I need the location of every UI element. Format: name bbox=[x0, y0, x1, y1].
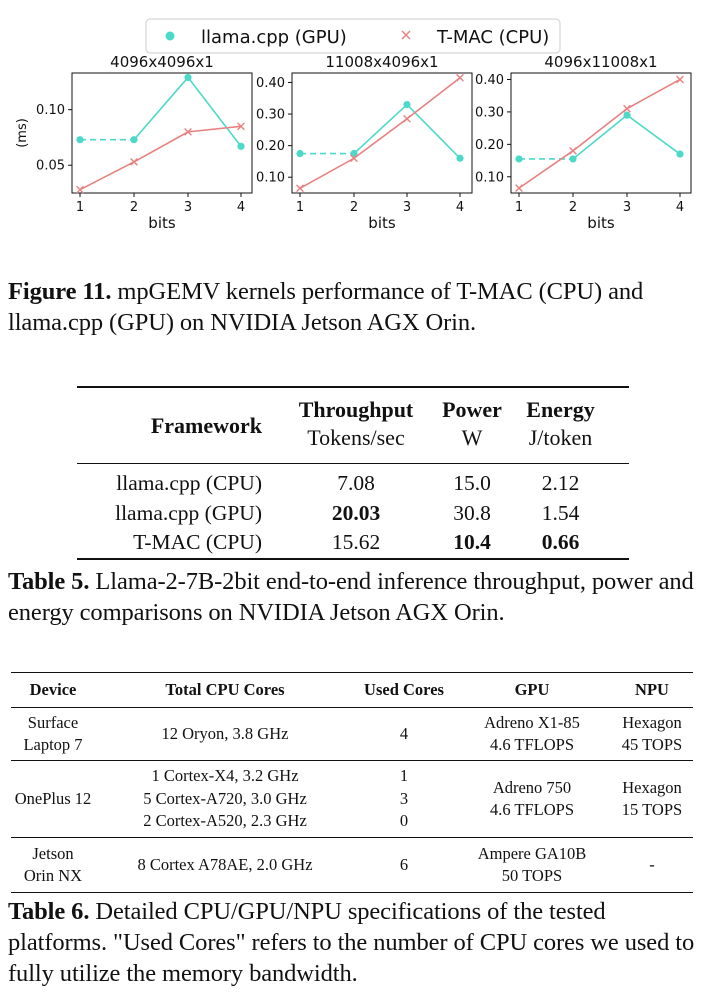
cell-line: Ampere GA10B bbox=[477, 843, 587, 863]
table-5-header-power-unit: W bbox=[461, 425, 483, 450]
data-point-llama-gpu bbox=[456, 155, 463, 162]
table-6-cell-gpu bbox=[453, 777, 611, 822]
table-5-header-throughput bbox=[276, 388, 436, 463]
table-row bbox=[11, 761, 693, 838]
x-tick-label: 3 bbox=[183, 200, 193, 215]
table-5-cell-power: 30.8 bbox=[453, 500, 491, 525]
table-5-cell-energy: 2.12 bbox=[541, 471, 580, 495]
data-point-llama-gpu bbox=[569, 155, 576, 162]
cell-line: 6 bbox=[399, 854, 409, 874]
table-6-header-used-cores: Used Cores bbox=[364, 680, 444, 699]
x-tick-label: 1 bbox=[295, 200, 305, 215]
cell-line: 12 Oryon, 3.8 GHz bbox=[161, 723, 289, 743]
table-6-cell-used-cores bbox=[355, 854, 453, 877]
table-6-caption-text: Detailed CPU/GPU/NPU specifications of the tested platforms. "Used Cores" refers to the number of CPU cores we used to fully utilize the memory bandwidth. bbox=[8, 898, 695, 987]
table-5-cell-throughput: 15.62 bbox=[331, 530, 381, 554]
chart-title: 11008x4096x1 bbox=[325, 53, 439, 71]
table-6-caption-label: Table 6. bbox=[8, 898, 90, 925]
x-tick-label: 1 bbox=[514, 200, 524, 215]
y-tick-label: 0.30 bbox=[475, 105, 504, 121]
table-5-header-energy bbox=[508, 388, 613, 463]
table-6-cell-used-cores bbox=[355, 765, 453, 833]
y-tick-label: 0.10 bbox=[475, 170, 504, 186]
table-row bbox=[11, 838, 693, 892]
cell-line: Surface bbox=[27, 712, 79, 732]
figure-11-caption-label: Figure 11. bbox=[8, 278, 112, 305]
cell-line: 1 bbox=[399, 766, 409, 786]
cell-line: Hexagon bbox=[622, 777, 682, 797]
cell-line: 0 bbox=[399, 811, 409, 831]
cell-line: 4.6 TFLOPS bbox=[489, 800, 575, 819]
data-point-llama-gpu bbox=[515, 155, 522, 162]
y-tick-label: 0.20 bbox=[475, 137, 504, 153]
table-6-header bbox=[11, 673, 693, 708]
table-6-cell-npu bbox=[611, 854, 693, 877]
plot-frame bbox=[72, 73, 252, 193]
cell-line: 8 Cortex A78AE, 2.0 GHz bbox=[137, 854, 313, 874]
y-tick-label: 0.40 bbox=[475, 72, 504, 88]
table-5-body bbox=[77, 464, 629, 558]
table-row bbox=[77, 528, 629, 558]
table-5-header-throughput-unit: Tokens/sec bbox=[307, 425, 405, 450]
table-5-header-power-title: Power bbox=[442, 397, 502, 422]
data-point-tmac-cpu bbox=[131, 158, 138, 165]
table-6-header-total-cores: Total CPU Cores bbox=[165, 680, 285, 699]
table-6-cell-gpu bbox=[453, 843, 611, 888]
figure-11-charts bbox=[0, 0, 706, 245]
cell-line: 45 TOPS bbox=[621, 735, 683, 754]
cell-line: 4.6 TFLOPS bbox=[489, 735, 575, 754]
x-tick-label: 2 bbox=[568, 200, 578, 215]
figure-11 bbox=[0, 0, 706, 245]
table-5-cell-framework: llama.cpp (CPU) bbox=[116, 471, 262, 495]
data-point-tmac-cpu bbox=[297, 185, 304, 192]
table-5-cell-energy: 0.66 bbox=[541, 530, 580, 554]
table-5 bbox=[77, 386, 629, 560]
cell-line: 1 Cortex-X4, 3.2 GHz bbox=[151, 766, 299, 786]
table-6-cell-total-cores bbox=[95, 854, 355, 877]
table-6-cell-npu bbox=[611, 777, 693, 822]
table-5-cell-framework: T-MAC (CPU) bbox=[133, 530, 262, 554]
data-point-tmac-cpu bbox=[457, 74, 464, 81]
cell-line: Adreno X1-85 bbox=[484, 712, 580, 732]
table-6-cell-device bbox=[11, 788, 95, 811]
table-5-cell-power: 15.0 bbox=[453, 471, 491, 495]
table-6-caption bbox=[8, 896, 700, 989]
table-6-cell-device bbox=[11, 843, 95, 888]
data-point-llama-gpu bbox=[403, 101, 410, 108]
table-6-cell-npu bbox=[611, 712, 693, 757]
table-6-header-npu: NPU bbox=[635, 680, 669, 699]
table-5-caption bbox=[8, 566, 700, 628]
x-tick-label: 1 bbox=[75, 200, 85, 215]
cell-line: 3 bbox=[399, 788, 409, 808]
table-5-cell-framework: llama.cpp (GPU) bbox=[115, 500, 262, 525]
y-tick-label: 0.10 bbox=[36, 103, 65, 119]
x-tick-label: 4 bbox=[455, 200, 465, 215]
data-point-llama-gpu bbox=[623, 112, 630, 119]
table-row bbox=[77, 469, 629, 499]
cell-line: 5 Cortex-A720, 3.0 GHz bbox=[143, 788, 307, 808]
x-tick-label: 4 bbox=[675, 200, 685, 215]
x-tick-label: 4 bbox=[236, 200, 246, 215]
series-line bbox=[134, 77, 241, 146]
table-6-cell-gpu bbox=[453, 712, 611, 757]
chart-title: 4096x4096x1 bbox=[110, 53, 214, 71]
table-6-cell-total-cores bbox=[95, 765, 355, 833]
table-5-caption-label: Table 5. bbox=[8, 568, 90, 595]
data-point-tmac-cpu bbox=[677, 76, 684, 83]
table-6-cell-used-cores bbox=[355, 723, 453, 746]
data-point-tmac-cpu bbox=[624, 105, 631, 112]
table-6-cell-device bbox=[11, 712, 95, 757]
series-line bbox=[573, 115, 680, 159]
y-tick-label: 0.40 bbox=[256, 75, 285, 91]
table-row bbox=[11, 708, 693, 761]
cell-line: Orin NX bbox=[23, 866, 83, 885]
data-point-tmac-cpu bbox=[404, 115, 411, 122]
table-5-header-framework: Framework bbox=[150, 412, 262, 438]
legend-label-tmac-cpu: T-MAC (CPU) bbox=[437, 27, 550, 48]
cell-line: Jetson bbox=[32, 843, 74, 863]
x-tick-label: 3 bbox=[622, 200, 632, 215]
series-line bbox=[80, 126, 241, 189]
cell-line: Adreno 750 bbox=[492, 777, 572, 797]
table-6-header-gpu: GPU bbox=[514, 680, 550, 699]
x-tick-label: 2 bbox=[349, 200, 359, 215]
cell-line: Laptop 7 bbox=[23, 735, 83, 754]
legend-marker-llama-gpu bbox=[166, 32, 175, 41]
data-point-llama-gpu bbox=[296, 150, 303, 157]
data-point-llama-gpu bbox=[184, 74, 191, 81]
figure-11-caption bbox=[8, 276, 700, 338]
series-line bbox=[354, 105, 460, 159]
x-axis-label: bits bbox=[148, 214, 176, 232]
cell-line: - bbox=[649, 854, 655, 874]
cell-line: 50 TOPS bbox=[501, 866, 563, 885]
cell-line: OnePlus 12 bbox=[14, 788, 92, 808]
plot-frame bbox=[292, 73, 472, 193]
table-5-header bbox=[77, 388, 629, 464]
table-6-header-device: Device bbox=[29, 680, 77, 699]
table-5-header-throughput-title: Throughput bbox=[298, 397, 414, 422]
data-point-llama-gpu bbox=[76, 136, 83, 143]
table-row bbox=[77, 499, 629, 529]
y-tick-label: 0.30 bbox=[256, 107, 285, 123]
data-point-tmac-cpu bbox=[570, 147, 577, 154]
data-point-llama-gpu bbox=[237, 143, 244, 150]
x-tick-label: 3 bbox=[402, 200, 412, 215]
chart-title: 4096x11008x1 bbox=[544, 53, 658, 71]
table-5-cell-throughput: 7.08 bbox=[337, 471, 375, 495]
y-tick-label: 0.10 bbox=[256, 170, 285, 186]
table-5-cell-throughput: 20.03 bbox=[331, 500, 381, 525]
table-5-header-power bbox=[436, 388, 508, 463]
cell-line: 2 Cortex-A520, 2.3 GHz bbox=[143, 811, 307, 831]
cell-line: 15 TOPS bbox=[621, 800, 683, 819]
x-axis-label: bits bbox=[368, 214, 396, 232]
series-line bbox=[519, 79, 680, 188]
data-point-tmac-cpu bbox=[516, 185, 523, 192]
data-point-tmac-cpu bbox=[77, 186, 84, 193]
legend-label-llama-gpu: llama.cpp (GPU) bbox=[201, 27, 347, 48]
table-5-caption-text: Llama-2-7B-2bit end-to-end inference throughput, power and energy comparisons on NVIDIA Jetson AGX Orin. bbox=[8, 568, 694, 626]
table-5-cell-power: 10.4 bbox=[453, 530, 491, 554]
y-tick-label: 0.20 bbox=[256, 139, 285, 155]
x-axis-label: bits bbox=[587, 214, 615, 232]
y-tick-label: 0.05 bbox=[36, 158, 65, 174]
cell-line: Hexagon bbox=[622, 712, 682, 732]
table-6 bbox=[11, 672, 693, 893]
y-axis-label: (ms) bbox=[15, 118, 30, 148]
table-5-header-energy-title: Energy bbox=[526, 397, 595, 422]
figure-11-caption-text: mpGEMV kernels performance of T-MAC (CPU) and llama.cpp (GPU) on NVIDIA Jetson AGX Orin. bbox=[8, 278, 644, 336]
cell-line: 4 bbox=[399, 723, 409, 743]
table-5-header-energy-unit: J/token bbox=[528, 425, 593, 450]
table-5-cell-energy: 1.54 bbox=[541, 500, 580, 525]
table-6-cell-total-cores bbox=[95, 723, 355, 746]
data-point-llama-gpu bbox=[676, 150, 683, 157]
x-tick-label: 2 bbox=[129, 200, 139, 215]
data-point-llama-gpu bbox=[130, 136, 137, 143]
